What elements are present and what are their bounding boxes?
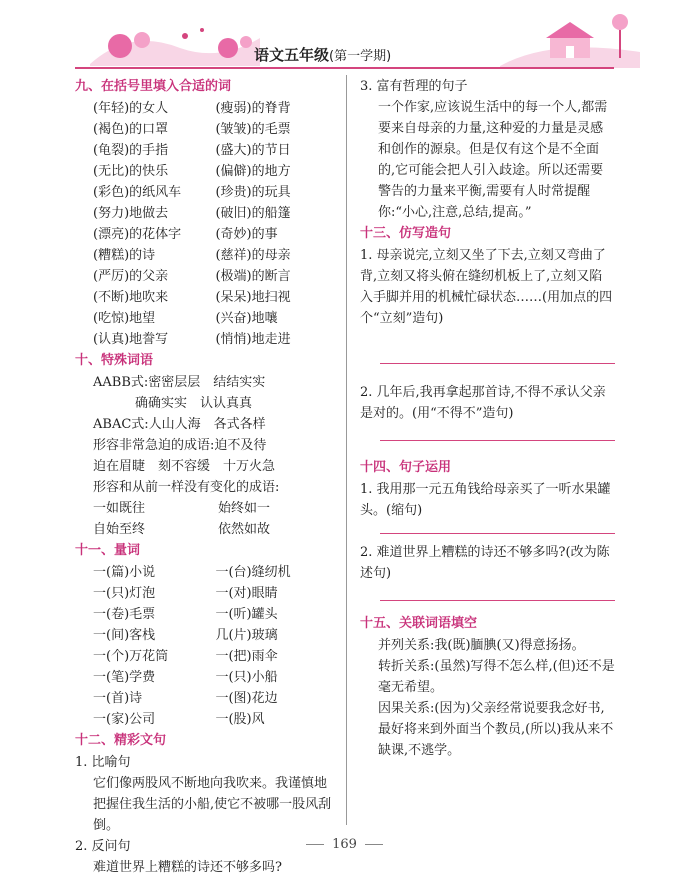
fill-word-item: (努力)地做去 (93, 206, 169, 221)
contrast-relation: 转折关系:(虽然)写得不怎么样,(但)还不是毫无希望。 (378, 659, 615, 695)
fill-word-row (75, 287, 333, 308)
measure-word-item: 一(只)灯泡 (93, 586, 156, 601)
page-footer (0, 837, 689, 852)
footer-dash (306, 844, 324, 845)
measure-word-item: 一(图)花边 (215, 691, 278, 706)
right-column (360, 76, 615, 761)
measure-word-row (75, 646, 333, 667)
fill-word-row (75, 266, 333, 287)
left-column (75, 76, 333, 878)
page-number: 169 (332, 837, 357, 852)
fill-word-row (75, 140, 333, 161)
fill-word-item: (极端)的断言 (215, 269, 291, 284)
philosophy-text: 一个作家,应该说生活中的每一个人,都需要来自母亲的力量,这种爱的力量是灵感和创作的源泉。但是仅有这个是不全面的,它可能会把人引入歧途。所以还需要警告的力量来平衡,需要有人时常提醒你:“小心,注意,总结,提高。” (378, 100, 608, 220)
header-rule (75, 67, 614, 69)
unchanged-idioms-row-1 (75, 498, 333, 519)
idiom: 始终如一 (218, 501, 271, 516)
section-15-title: 十五、关联词语填空 (360, 616, 478, 631)
measure-word-item: 一(个)万花筒 (93, 649, 169, 664)
fill-word-item: (偏僻)的地方 (215, 164, 291, 179)
fill-word-row (75, 119, 333, 140)
section-14-title: 十四、句子运用 (360, 460, 452, 475)
decor-right-icon (500, 8, 640, 68)
fill-word-row (75, 161, 333, 182)
measure-word-row (75, 562, 333, 583)
fill-word-item: (慈祥)的母亲 (215, 248, 291, 263)
answer-line[interactable] (380, 600, 615, 601)
answer-line[interactable] (380, 533, 615, 534)
fill-word-item: (瘦弱)的脊背 (215, 101, 291, 116)
section-11-list (75, 562, 333, 730)
measure-word-item: 一(笔)学费 (93, 670, 156, 685)
measure-word-item: 一(股)风 (215, 712, 265, 727)
fill-word-item: (认真)地誊写 (93, 332, 169, 347)
fill-word-item: (皱皱)的毛票 (215, 122, 291, 137)
aabb-line-2: 确确实实 认认真真 (135, 396, 253, 411)
simile-label: 1. 比喻句 (75, 755, 131, 770)
fill-word-item: (奇妙)的事 (215, 227, 278, 242)
fill-word-item: (彩色)的纸风车 (93, 185, 182, 200)
header-title (254, 44, 391, 65)
measure-word-item: 一(台)缝纫机 (215, 565, 291, 580)
fill-word-row (75, 224, 333, 245)
measure-word-item: 几(片)玻璃 (215, 628, 278, 643)
measure-word-row (75, 709, 333, 730)
abac-line: ABAC式:人山人海 各式各样 (93, 417, 266, 432)
answer-line[interactable] (380, 363, 615, 364)
measure-word-row (75, 583, 333, 604)
aabb-line: AABB式:密密层层 结结实实 (93, 375, 266, 390)
fill-word-item: (糟糕)的诗 (93, 248, 156, 263)
measure-word-item: 一(首)诗 (93, 691, 143, 706)
decor-left-icon (90, 18, 260, 66)
measure-word-item: 一(家)公司 (93, 712, 156, 727)
fill-word-item: (褐色)的口罩 (93, 122, 169, 137)
rhetorical-label: 2. 反问句 (75, 839, 131, 854)
measure-word-item: 一(对)眼睛 (215, 586, 278, 601)
fill-word-item: (珍贵)的玩具 (215, 185, 291, 200)
fill-word-item: (严厉)的父亲 (93, 269, 169, 284)
fill-word-item: (兴奋)地嚷 (215, 311, 278, 326)
urgent-idioms-2: 迫在眉睫 刻不容缓 十万火急 (93, 459, 276, 474)
fill-word-item: (吃惊)地望 (93, 311, 156, 326)
simile-text: 它们像两股风不断地向我吹来。我谨慎地把握住我生活的小船,使它不被哪一股风刮倒。 (93, 776, 332, 833)
fill-word-item: (悄悄)地走进 (215, 332, 291, 347)
fill-word-row (75, 308, 333, 329)
column-divider (346, 75, 347, 825)
header-subtitle: (第一学期) (329, 49, 392, 64)
measure-word-row (75, 625, 333, 646)
fill-word-row (75, 329, 333, 350)
parallel-relation: 并列关系:我(既)腼腆(又)得意扬扬。 (378, 638, 585, 653)
idiom: 一如既往 (93, 501, 146, 516)
measure-word-item: 一(篇)小说 (93, 565, 156, 580)
fill-word-item: (漂亮)的花体字 (93, 227, 182, 242)
measure-word-item: 一(只)小船 (215, 670, 278, 685)
fill-word-item: (破旧)的船篷 (215, 206, 291, 221)
unchanged-idioms-row-2 (75, 519, 333, 540)
fill-word-item: (年轻)的女人 (93, 101, 169, 116)
measure-word-item: 一(卷)毛票 (93, 607, 156, 622)
fill-word-item: (盛大)的节日 (215, 143, 291, 158)
fill-word-item: (无比)的快乐 (93, 164, 169, 179)
cause-relation: 因果关系:(因为)父亲经常说要我念好书,最好将来到外面当个教员,(所以)我从来不缺课,不逃学。 (378, 701, 614, 758)
measure-word-item: 一(把)雨伞 (215, 649, 278, 664)
section-9-list (75, 98, 333, 350)
imitate-question-1: 1. 母亲说完,立刻又坐了下去,立刻又弯曲了背,立刻又将头俯在缝纫机板上了,立刻又陷入手脚并用的机械忙碌状态……(用加点的四个“立刻”造句) (360, 248, 613, 326)
section-10-title: 十、特殊词语 (75, 353, 154, 368)
fill-word-item: (龟裂)的手指 (93, 143, 169, 158)
fill-word-row (75, 98, 333, 119)
urgent-idioms: 形容非常急迫的成语:迫不及待 (93, 438, 267, 453)
page-header (70, 0, 640, 70)
section-11-title: 十一、量词 (75, 543, 141, 558)
header-title-main: 语文五年级 (254, 46, 330, 64)
idiom: 依然如故 (218, 522, 271, 537)
measure-word-item: 一(听)罐头 (215, 607, 278, 622)
unchanged-idioms: 形容和从前一样没有变化的成语: (93, 480, 280, 495)
fill-word-row (75, 182, 333, 203)
rhetorical-text: 难道世界上糟糕的诗还不够多吗? (93, 860, 282, 875)
philosophy-label: 3. 富有哲理的句子 (360, 79, 468, 94)
fill-word-row (75, 245, 333, 266)
section-13-title: 十三、仿写造句 (360, 226, 452, 241)
usage-question-2: 2. 难道世界上糟糕的诗还不够多吗?(改为陈述句) (360, 545, 610, 581)
measure-word-row (75, 688, 333, 709)
idiom: 自始至终 (93, 522, 146, 537)
measure-word-item: 一(间)客栈 (93, 628, 156, 643)
usage-question-1: 1. 我用那一元五角钱给母亲买了一听水果罐头。(缩句) (360, 482, 611, 518)
fill-word-item: (呆呆)地扫视 (215, 290, 291, 305)
answer-line[interactable] (380, 440, 615, 441)
section-12-title: 十二、精彩文句 (75, 733, 167, 748)
measure-word-row (75, 667, 333, 688)
footer-dash (365, 844, 383, 845)
section-9-title: 九、在括号里填入合适的词 (75, 79, 232, 94)
measure-word-row (75, 604, 333, 625)
fill-word-row (75, 203, 333, 224)
imitate-question-2: 2. 几年后,我再拿起那首诗,不得不承认父亲是对的。(用“不得不”造句) (360, 385, 606, 421)
fill-word-item: (不断)地吹来 (93, 290, 169, 305)
